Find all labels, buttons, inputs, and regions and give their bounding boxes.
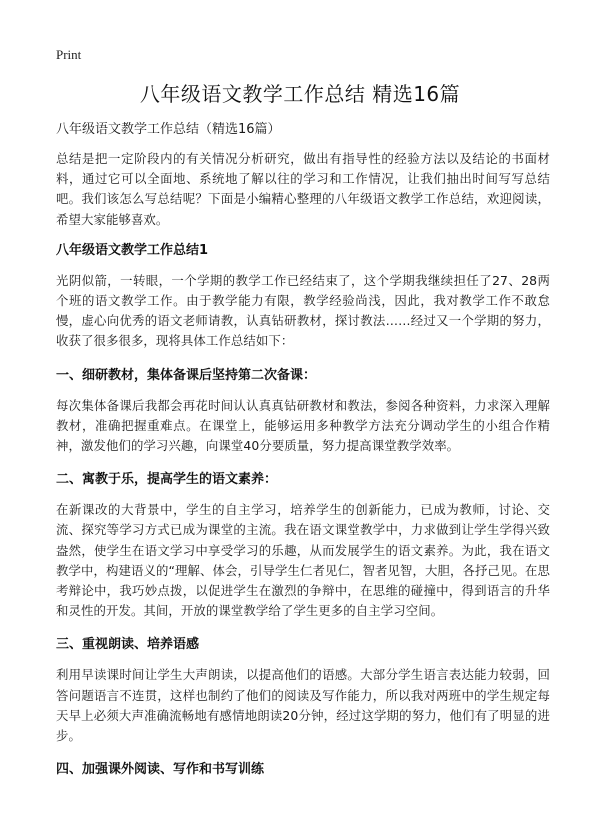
heading-2: 二、寓教于乐，提高学生的语文素养：: [56, 472, 278, 488]
paragraph-2: 在新课改的大背景中，学生的自主学习，培养学生的创新能力，已成为教师，讨论、交流、探究等学习方式已成为课堂的主流。我在语文课堂教学中，力求做到让学生学得兴致盎然，使学生在语文学习中享受学习的乐趣，从而发展学生的语文素养。为此，我在语文教学中，构建语义的“理解、体会，引导学生仁者见仁，智者见智，大胆，各抒己见。在思考辩论中，我巧妙点拨，以促进学生在激烈的争辩中，在思维的碰撞中，得到语言的升华和灵性的开发。其间，开放的课堂教学给了学生更多的自主学习空间。: [56, 502, 550, 619]
heading-1: 一、细研教材，集体备课后坚持第二次备课：: [56, 367, 317, 383]
paragraph-3: 利用早读课时间让学生大声朗读，以提高他们的语感。大部分学生语言表达能力较弱，回答问题语言不连贯，这样也制约了他们的阅读及写作能力，所以我对两班中的学生规定每天早上必须大声准确流畅地有感情地朗读20分钟，经过这学期的努力，他们有了明显的进步。: [56, 667, 550, 744]
page-title: 八年级语文教学工作总结 精选16篇: [139, 82, 461, 106]
section-intro-paragraph: 光阴似箭，一转眼，一个学期的教学工作已经结束了，这个学期我继续担任了27、28两个班的语文教学工作。由于教学能力有限，教学经验尚浅，因此，我对教学工作不敢怠慢，虚心向优秀的语文老师请教，认真钻研教材，探讨教法……经过又一个学期的努力，收获了很多很多，现将具体工作总结如下：: [56, 272, 550, 349]
paragraph-1: 每次集体备课后我都会再花时间认认真真钻研教材和教法，参阅各种资料，力求深入理解教材，准确把握重难点。在课堂上，能够运用多种教学方法充分调动学生的小组合作精神，激发他们的学习兴趣，向课堂40分要质量，努力提高课堂教学效率。: [56, 397, 550, 454]
heading-4: 四、加强课外阅读、写作和书写训练: [56, 762, 265, 778]
intro-paragraph: 总结是把一定阶段内的有关情况分析研究，做出有指导性的经验方法以及结论的书面材料，通过它可以全面地、系统地了解以往的学习和工作情况，让我们抽出时间写写总结吧。我们该怎么写总结呢？下面是小编精心整理的八年级语文教学工作总结，欢迎阅读，希望大家能够喜欢。: [56, 151, 550, 227]
section-title: 八年级语文教学工作总结1: [56, 242, 209, 258]
article-subtitle: 八年级语文教学工作总结（精选16篇）: [56, 122, 281, 137]
print-link[interactable]: Print: [56, 47, 82, 62]
heading-3: 三、重视朗读、培养语感: [56, 637, 200, 653]
article-body: [56, 120, 550, 790]
